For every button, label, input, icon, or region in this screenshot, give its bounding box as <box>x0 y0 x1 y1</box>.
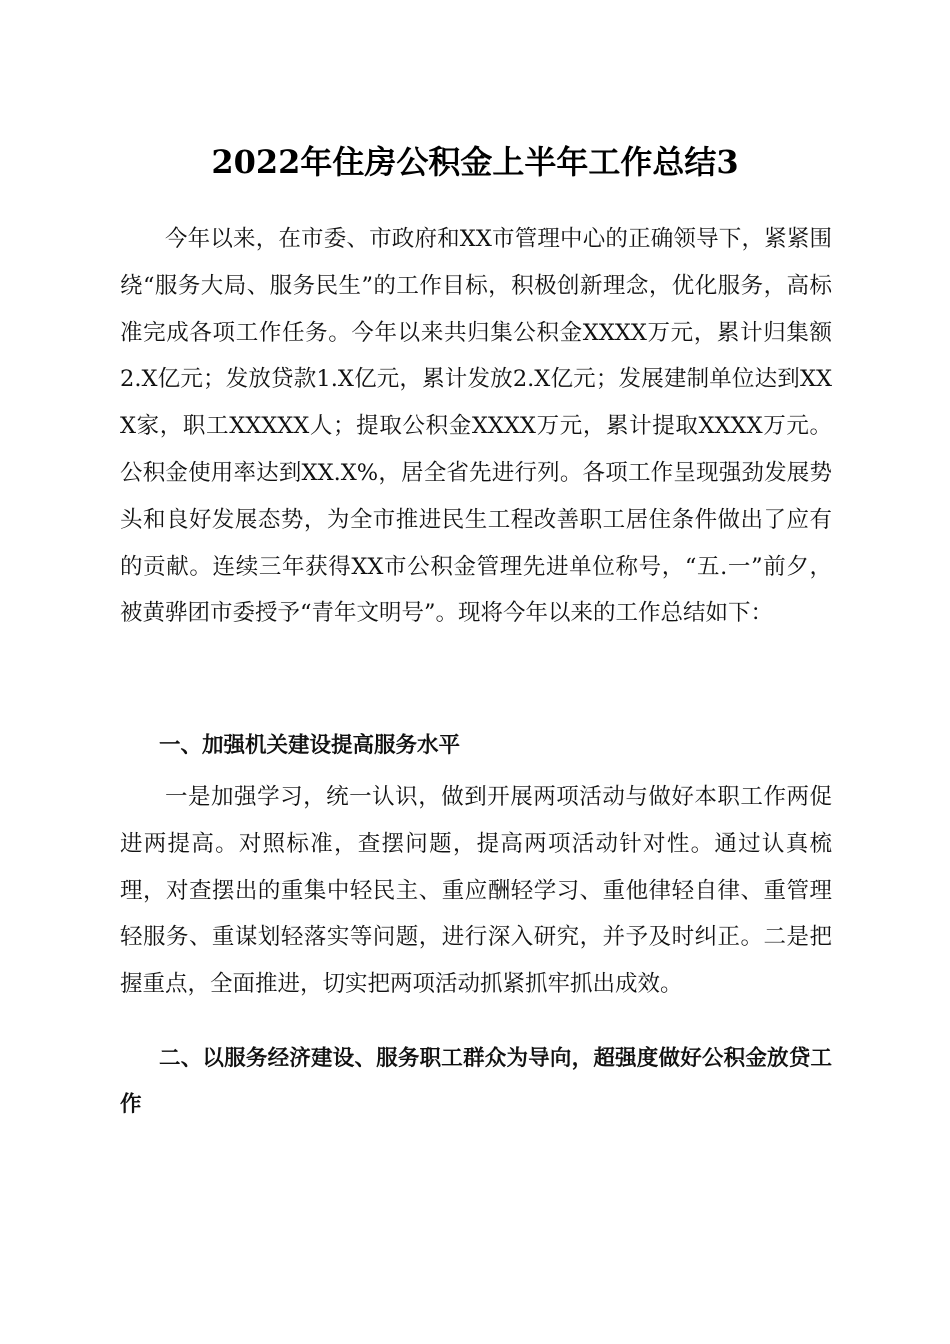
intro-paragraph: 今年以来，在市委、市政府和XX市管理中心的正确领导下，紧紧围绕“服务大局、服务民生”的工作目标，积极创新理念，优化服务，高标准完成各项工作任务。今年以来共归集公积金XXXX万元，累计归集额2.X亿元；发放贷款1.X亿元，累计发放2.X亿元；发展建制单位达到XXX家，职工XXXXX人；提取公积金XXXX万元，累计提取XXXX万元。公积金使用率达到XX.X%，居全省先进行列。各项工作呈现强劲发展势头和良好发展态势，为全市推进民生工程改善职工居住条件做出了应有的贡献。连续三年获得XX市公积金管理先进单位称号，“五.一”前夕，被黄骅团市委授予“青年文明号”。现将今年以来的工作总结如下： <box>120 226 832 627</box>
section-2-heading: 二、以服务经济建设、服务职工群众为导向，超强度做好公积金放贷工作 <box>120 1046 832 1117</box>
document-title: 2022年住房公积金上半年工作总结3 <box>211 143 739 181</box>
section-1-paragraph: 一是加强学习，统一认识，做到开展两项活动与做好本职工作两促进两提高。对照标准，查摆问题，提高两项活动针对性。通过认真梳理，对查摆出的重集中轻民主、重应酬轻学习、重他律轻自律、重管理轻服务、重谋划轻落实等问题，进行深入研究，并予及时纠正。二是把握重点，全面推进，切实把两项活动抓紧抓牢抓出成效。 <box>120 784 832 998</box>
section-1-heading: 一、加强机关建设提高服务水平 <box>159 733 461 758</box>
